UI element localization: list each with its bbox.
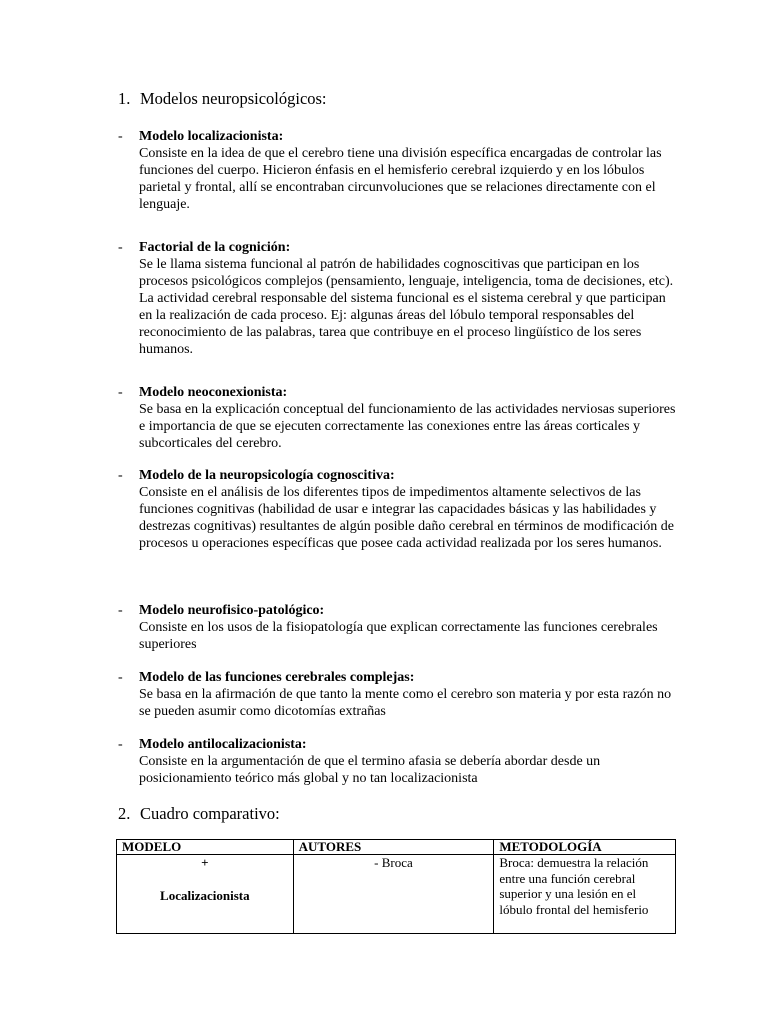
item-text: Consiste en el análisis de los diferentes tipos de impedimentos altamente selectivos de las bbox=[139, 485, 641, 500]
cell-model bbox=[117, 855, 294, 934]
cell-author: - Broca bbox=[293, 855, 494, 934]
item-title: Modelo neoconexionista: bbox=[139, 385, 288, 400]
bullet-dash: - bbox=[118, 468, 123, 483]
item-text: Se le llama sistema funcional al patrón de habilidades cognoscitivas que participan en los procesos psicológicos complejos (pensamiento, lenguaje, inteligencia, toma de decisiones, etc). La actividad cerebral responsable del sistema funcional es el sistema cerebral y que participan en la realización de cada proceso. Ej: algunas áreas del lóbulo temporal responsables del reconocimiento de las palabras, tarea que contribuye en el proceso lingüístico de los seres humanos. bbox=[139, 257, 674, 357]
list-item bbox=[118, 384, 678, 452]
item-title: Modelo neurofisico-patológico: bbox=[139, 603, 325, 618]
comparison-table bbox=[116, 839, 676, 934]
item-text: Se basa en la afirmación de que tanto la mente como el cerebro son materia y por esta razón no se pueden asumir como dicotomías extrañas bbox=[139, 687, 672, 719]
model-name: Localizacionista bbox=[160, 887, 250, 903]
bullet-dash: - bbox=[118, 240, 123, 255]
column-header-autores: AUTORES bbox=[293, 840, 494, 855]
item-title: Modelo de la neuropsicología cognoscitiva: bbox=[139, 468, 395, 483]
cell-methodology: Broca: demuestra la relación entre una función cerebral superior y una lesión en el lóbulo frontal del hemisferio bbox=[494, 855, 676, 934]
item-title: Modelo antilocalizacionista: bbox=[139, 737, 307, 752]
section-number: 2. bbox=[118, 804, 131, 823]
item-title: Modelo de las funciones cerebrales complejas: bbox=[139, 670, 415, 685]
section-title: Modelos neuropsicológicos: bbox=[140, 89, 327, 108]
item-text: Consiste en los usos de la fisiopatología que explican correctamente las funciones cerebrales superiores bbox=[139, 620, 658, 652]
item-text-continued: funciones cognitivas (habilidad de usar e integrar las capacidades básicas y las habilidades y destrezas cognitivas) resultantes de algún posible daño cerebral en términos de modificación de procesos u operaciones específicas que posee cada actividad realizada por los seres humanos. bbox=[139, 502, 674, 551]
list-item bbox=[118, 467, 678, 552]
column-header-modelo: MODELO bbox=[117, 840, 294, 855]
bullet-dash: - bbox=[118, 670, 123, 685]
item-title: Modelo localizacionista: bbox=[139, 129, 284, 144]
bullet-dash: - bbox=[118, 385, 123, 400]
section-2-heading bbox=[118, 804, 280, 824]
table-header-row bbox=[117, 840, 676, 855]
column-header-metodologia: METODOLOGÍA bbox=[494, 840, 676, 855]
list-item bbox=[118, 736, 678, 787]
section-1-heading bbox=[118, 89, 327, 109]
item-text: Consiste en la idea de que el cerebro tiene una división específica encargadas de controlar las funciones del cuerpo. Hicieron énfasis en el hemisferio cerebral izquierdo y en los lóbulos parietal y frontal, allí se encontraban circunvoluciones que se relaciones directamente con el lenguaje. bbox=[139, 146, 662, 212]
table-row bbox=[117, 855, 676, 934]
item-text: Se basa en la explicación conceptual del funcionamiento de las actividades nerviosas superiores e importancia de que se ejecuten correctamente las conexiones entre las áreas corticales y subcorticales del cerebro. bbox=[139, 402, 676, 451]
plus-symbol: + bbox=[201, 855, 209, 870]
section-number: 1. bbox=[118, 89, 131, 108]
item-title: Factorial de la cognición: bbox=[139, 240, 291, 255]
item-text: Consiste en la argumentación de que el termino afasia se debería abordar desde un posicionamiento teórico más global y no tan localizacionista bbox=[139, 754, 601, 786]
list-item bbox=[118, 128, 678, 213]
list-item bbox=[118, 669, 678, 720]
list-item bbox=[118, 239, 678, 358]
list-item bbox=[118, 602, 678, 653]
section-title: Cuadro comparativo: bbox=[140, 804, 280, 823]
bullet-dash: - bbox=[118, 129, 123, 144]
bullet-dash: - bbox=[118, 603, 123, 618]
bullet-dash: - bbox=[118, 737, 123, 752]
